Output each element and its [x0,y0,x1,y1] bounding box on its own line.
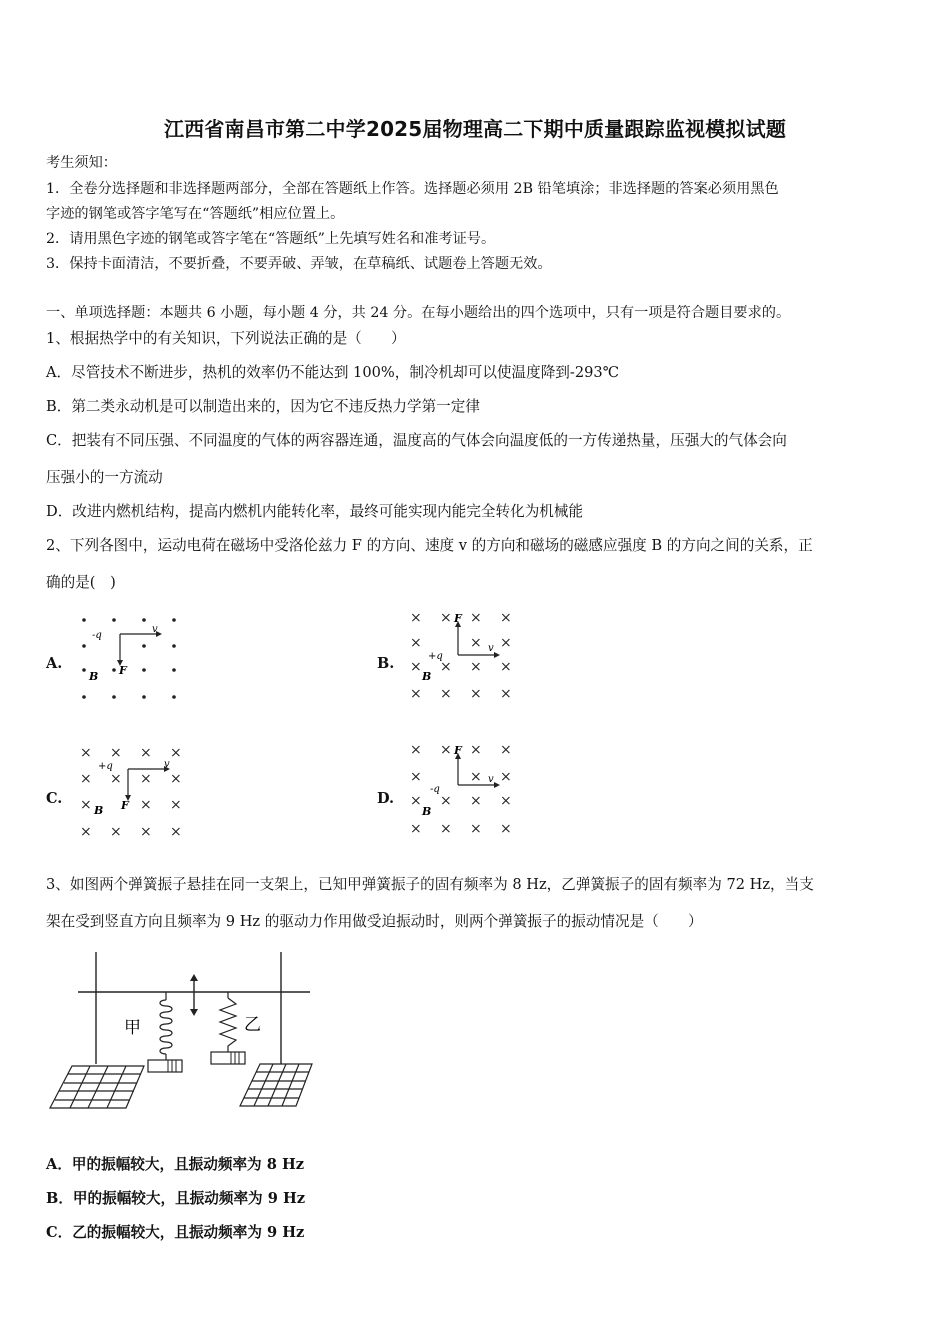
svg-text:×: × [140,824,152,840]
svg-text:×: × [470,659,482,675]
b-label: B [422,805,432,818]
svg-text:×: × [440,793,452,809]
svg-text:×: × [110,771,122,787]
section-heading: 一、单项选择题：本题共 6 小题，每小题 4 分，共 24 分。在每小题给出的四个选项中，只有一项是符合题目要求的。 [46,305,791,321]
notice-heading: 考生须知： [46,155,117,171]
q1-option-d: D．改进内燃机结构，提高内燃机内能转化率，最终可能实现内能完全转化为机械能 [46,503,584,520]
q3-option-a: A．甲的振幅较大，且振动频率为 8 Hz [46,1156,305,1173]
q3-option-b: B．甲的振幅较大，且振动频率为 9 Hz [46,1190,306,1207]
mass-jia [148,1060,182,1072]
q3-stem-cont: 架在受到竖直方向且频率为 9 Hz 的驱动力作用做受迫振动时，则两个弹簧振子的振动情况是（ ） [46,913,703,930]
q2-stem: 2、下列各图中，运动电荷在磁场中受洛伦兹力 F 的方向、速度 v 的方向和磁场的磁感应强度 B 的方向之间的关系，正 [46,537,813,554]
svg-text:×: × [80,745,92,761]
svg-text:×: × [440,659,452,675]
svg-text:×: × [170,797,182,813]
q2-label-a: A. [46,655,63,672]
notice-item: 字迹的钢笔或答字笔写在“答题纸”相应位置上。 [46,206,345,222]
page-title: 江西省南昌市第二中学2025届物理高二下期中质量跟踪监视模拟试题 [163,117,787,141]
svg-text:×: × [500,686,512,702]
svg-text:×: × [470,742,482,758]
svg-text:×: × [410,610,422,626]
f-label: F [119,664,127,677]
q2-label-c: C. [46,790,63,807]
notice-item: 3．保持卡面清洁，不要折叠，不要弄破、弄皱，在草稿纸、试题卷上答题无效。 [46,256,552,272]
svg-text:×: × [170,824,182,840]
svg-text:×: × [410,821,422,837]
q1-option-b: B．第二类永动机是可以制造出来的，因为它不违反热力学第一定律 [46,398,480,415]
q2-diagram-c [76,741,196,841]
svg-text:×: × [500,659,512,675]
svg-text:×: × [410,793,422,809]
q2-label-d: D. [377,790,395,807]
svg-text:×: × [500,769,512,785]
spring-yi [220,998,236,1052]
v-label: v [488,774,494,785]
notice-item: 1．全卷分选择题和非选择题两部分，全部在答题纸上作答。选择题必须用 2B 铅笔填涂；非选择题的答案必须用黑色 [46,181,779,197]
q2-label-b: B. [377,655,395,672]
svg-text:×: × [470,793,482,809]
svg-text:×: × [410,742,422,758]
svg-text:×: × [500,635,512,651]
svg-text:×: × [470,610,482,626]
svg-text:×: × [410,769,422,785]
b-label: B [422,670,432,683]
spring-jia [160,1000,172,1054]
v-label: v [152,624,158,635]
q1-option-c-cont: 压强小的一方流动 [46,469,163,486]
f-label: F [454,744,462,757]
q3-stem: 3、如图两个弹簧振子悬挂在同一支架上，已知甲弹簧振子的固有频率为 8 Hz，乙弹簧振子的固有频率为 72 Hz，当支 [46,876,814,893]
svg-text:×: × [440,686,452,702]
charge-label: -q [430,784,440,795]
mass-yi [211,1052,245,1064]
svg-text:×: × [470,686,482,702]
svg-text:×: × [170,745,182,761]
b-label: B [89,670,99,683]
svg-text:×: × [110,824,122,840]
charge-label: +q [428,651,443,662]
q3-option-c: C．乙的振幅较大，且振动频率为 9 Hz [46,1224,305,1241]
label-jia: 甲 [124,1018,141,1038]
v-label: v [164,759,170,770]
b-label: B [94,804,104,817]
v-label: v [488,643,494,654]
q2-diagram-b [402,603,522,703]
svg-text:×: × [80,797,92,813]
svg-text:×: × [80,824,92,840]
q1-option-a: A．尽管技术不断进步，热机的效率仍不能达到 100%，制冷机却可以使温度降到-293℃ [46,364,620,381]
f-label: F [454,612,462,625]
svg-text:×: × [470,821,482,837]
svg-text:×: × [500,610,512,626]
f-label: F [121,799,129,812]
svg-text:×: × [500,742,512,758]
svg-text:×: × [440,610,452,626]
svg-text:×: × [500,821,512,837]
q2-diagram-d [402,737,522,837]
charge-label: -q [92,630,102,641]
charge-label: +q [98,761,113,772]
svg-text:×: × [500,793,512,809]
svg-text:×: × [140,771,152,787]
q3-spring-diagram [44,948,314,1116]
right-base-grid [240,1064,312,1106]
svg-text:×: × [440,742,452,758]
left-base-grid [50,1066,144,1108]
svg-text:×: × [140,745,152,761]
q2-diagram-a [70,610,190,710]
q1-option-c: C．把装有不同压强、不同温度的气体的两容器连通，温度高的气体会向温度低的一方传递热量，压强大的气体会向 [46,432,787,449]
svg-text:×: × [410,659,422,675]
svg-text:×: × [170,771,182,787]
svg-text:×: × [80,771,92,787]
svg-text:×: × [470,635,482,651]
svg-text:×: × [410,635,422,651]
label-yi: 乙 [244,1015,261,1035]
notice-item: 2．请用黑色字迹的钢笔或答字笔在“答题纸”上先填写姓名和准考证号。 [46,231,496,247]
svg-text:×: × [440,821,452,837]
svg-text:×: × [110,745,122,761]
svg-text:×: × [470,769,482,785]
svg-text:×: × [410,686,422,702]
q1-stem: 1、根据热学中的有关知识，下列说法正确的是（ ） [46,330,406,347]
q2-stem-cont: 确的是( ) [46,574,116,591]
svg-text:×: × [140,797,152,813]
